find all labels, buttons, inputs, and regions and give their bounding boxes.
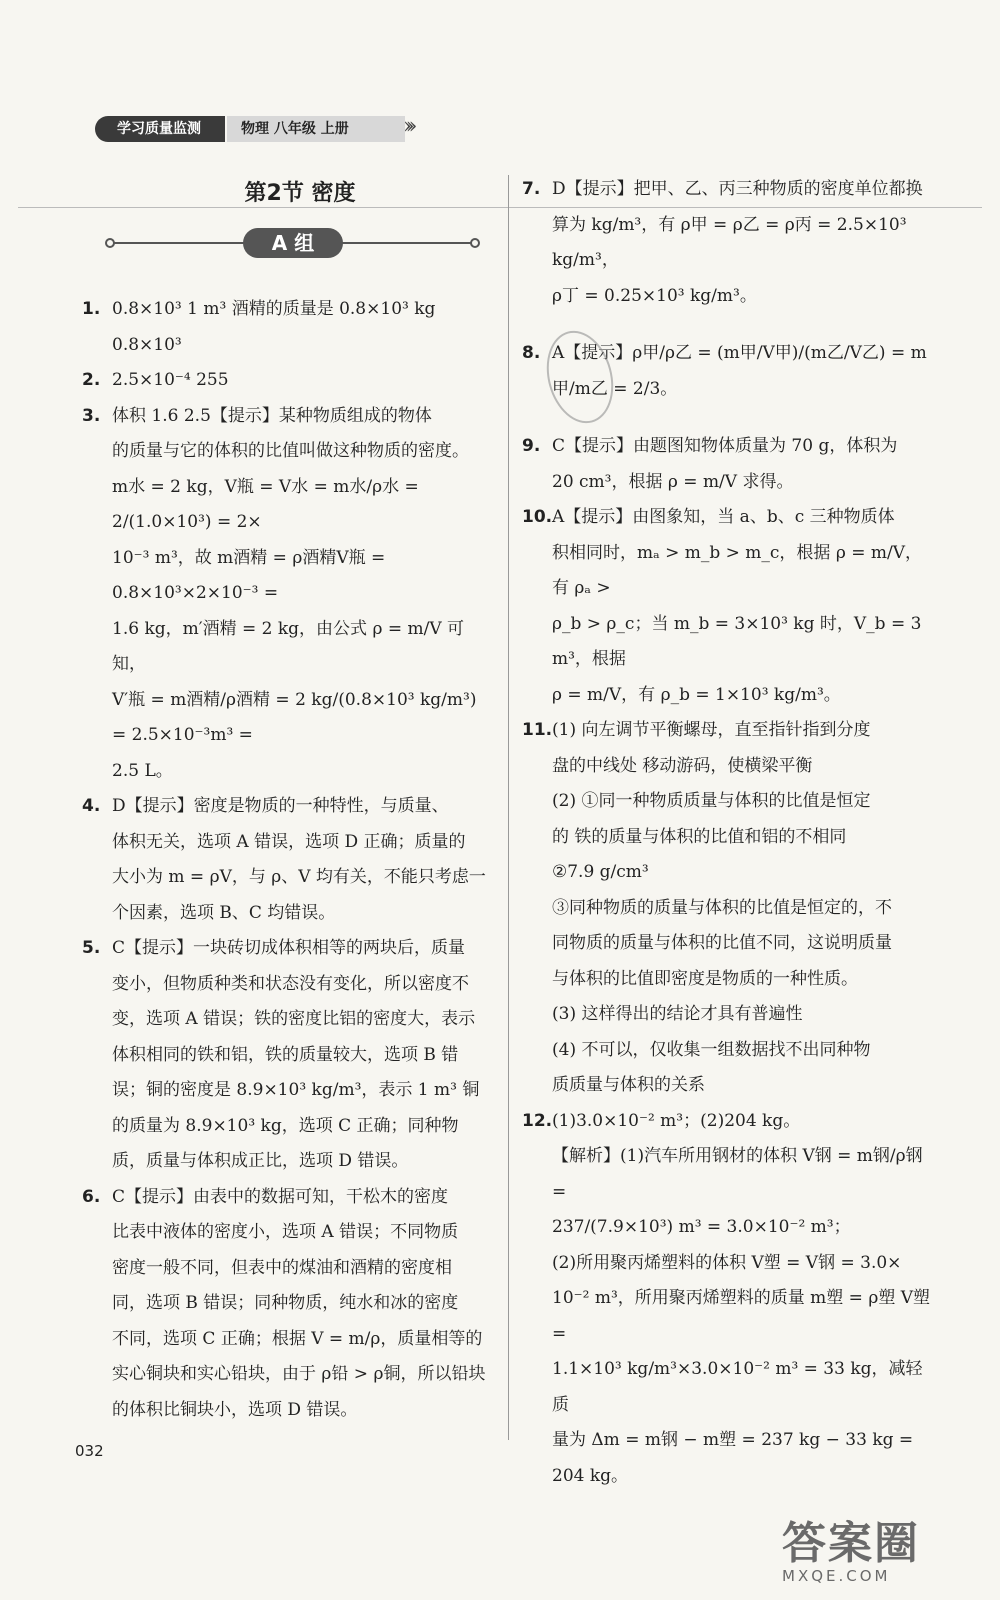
answer-item: 4. D【提示】密度是物质的一种特性，与质量、 体积无关，选项 A 错误，选项 D 正确；质量的 大小为 m = ρV，与 ρ、V 均有关，不能只考虑一 个因素，选项 B、C 均错误。 [82, 796, 486, 923]
answer-item: 7. D【提示】把甲、乙、丙三种物质的密度单位都换 算为 kg/m³，有 ρ甲 = ρ乙 = ρ丙 = 2.5×10³ kg/m³， ρ丁 = 0.25×10³ kg/m³。 [522, 179, 923, 306]
watermark [782, 1507, 982, 1587]
answer-item: 2. 2.5×10⁻⁴ 255 [82, 370, 229, 390]
left-column [82, 292, 494, 1428]
answer-item: 8. A【提示】ρ甲/ρ乙 = (m甲/V甲)/(m乙/V乙) = m甲/m乙 = 2/3。 [522, 343, 927, 399]
answer-item: 12. (1)3.0×10⁻² m³；(2)204 kg。 【解析】(1)汽车所用钢材的体积 V钢 = m钢/ρ钢 = 237/(7.9×10³) m³ = 3.0×10⁻² m³； (2)所用聚丙烯塑料的体积 V塑 = V钢 = 3.0× 10⁻² m³，所用聚丙烯塑料的质量 m塑 = ρ塑 V塑 = 1.1×10³ kg/m³×3.0×10⁻² m³ = 33 kg，减轻质 量为 Δm = m钢 − m塑 = 237 kg − 33 kg = 204 kg。 [522, 1110, 931, 1486]
answer-item: 11. (1) 向左调节平衡螺母，直至指针指到分度 盘的中线处 移动游码，使横梁平衡 (2) ①同一种物质质量与体积的比值是恒定 的 铁的质量与体积的比值和铝的不相同 ②7.9 g/cm³ ③同种物质的质量与体积的比值是恒定的，不 同物质的质量与体积的比值不同，这说明质量 与体积的比值即密度是物质的一种性质。 (3) 这样得出的结论才具有普遍性 (4) 不可以，仅收集一组数据找不出同种物 质质量与体积的关系 [522, 720, 892, 1095]
chevron-right-icon: ››› [403, 114, 412, 139]
watermark-logo: 答案圈 [782, 1518, 920, 1569]
section-title: 第2节 密度 [244, 181, 356, 206]
header-bar [95, 116, 445, 144]
answer-item: 3. 体积 1.6 2.5【提示】某种物质组成的物体 的质量与它的体积的比值叫做这种物质的密度。 m水 = 2 kg，V瓶 = V水 = m水/ρ水 = 2/(1.0×10³) = 2× 10⁻³ m³，故 m酒精 = ρ酒精V瓶 = 0.8×10³×2×10⁻³ = 1.6 kg，m′酒精 = 2 kg，由公式 ρ = m/V 可知， V′瓶 = m酒精/ρ酒精 = 2 kg/(0.8×10³ kg/m³) = 2.5×10⁻³m³ = 2.5 L。 [82, 405, 477, 781]
header-subject: 物理 八年级 上册 [227, 116, 405, 142]
header-series: 学习质量监测 [95, 116, 225, 142]
answer-item: 10. A【提示】由图象知，当 a、b、c 三种物质体 积相同时，mₐ > m_b > m_c，根据 ρ = m/V，有 ρₐ > ρ_b > ρ_c；当 m_b = 3×10³ kg 时，V_b = 3 m³，根据 ρ = m/V，有 ρ_b = 1×10³ kg/m³。 [522, 507, 922, 705]
group-banner [105, 228, 480, 258]
group-label: A 组 [243, 228, 343, 258]
answer-item: 9. C【提示】由题图知物体质量为 70 g，体积为 20 cm³，根据 ρ = m/V 求得。 [522, 436, 898, 492]
answer-item: 1. 0.8×10³ 1 m³ 酒精的质量是 0.8×10³ kg 0.8×10³ [82, 299, 436, 355]
answer-item: 6. C【提示】由表中的数据可知，干松木的密度 比表中液体的密度小，选项 A 错误；不同物质 密度一般不同，但表中的煤油和酒精的密度相 同，选项 B 错误；同种物质，纯水和冰的密度 不同，选项 C 正确；根据 V = m/ρ，质量相等的 实心铜块和实心铅块，由于 ρ铅 > ρ铜，所以铅块 的体积比铜块小，选项 D 错误。 [82, 1186, 486, 1420]
answer-item: 5. C【提示】一块砖切成体积相等的两块后，质量 变小，但物质种类和状态没有变化，所以密度不 变，选项 A 错误；铁的密度比铝的密度大，表示 体积相同的铁和铝，铁的质量较大，选项 B 错 误；铜的密度是 8.9×10³ kg/m³，表示 1 m³ 铜 的质量为 8.9×10³ kg，选项 C 正确；同种物 质，质量与体积成正比，选项 D 错误。 [82, 938, 480, 1171]
page-number: 032 [75, 1442, 104, 1460]
watermark-url: MXQE.COM [782, 1567, 891, 1585]
column-divider [508, 175, 509, 1440]
